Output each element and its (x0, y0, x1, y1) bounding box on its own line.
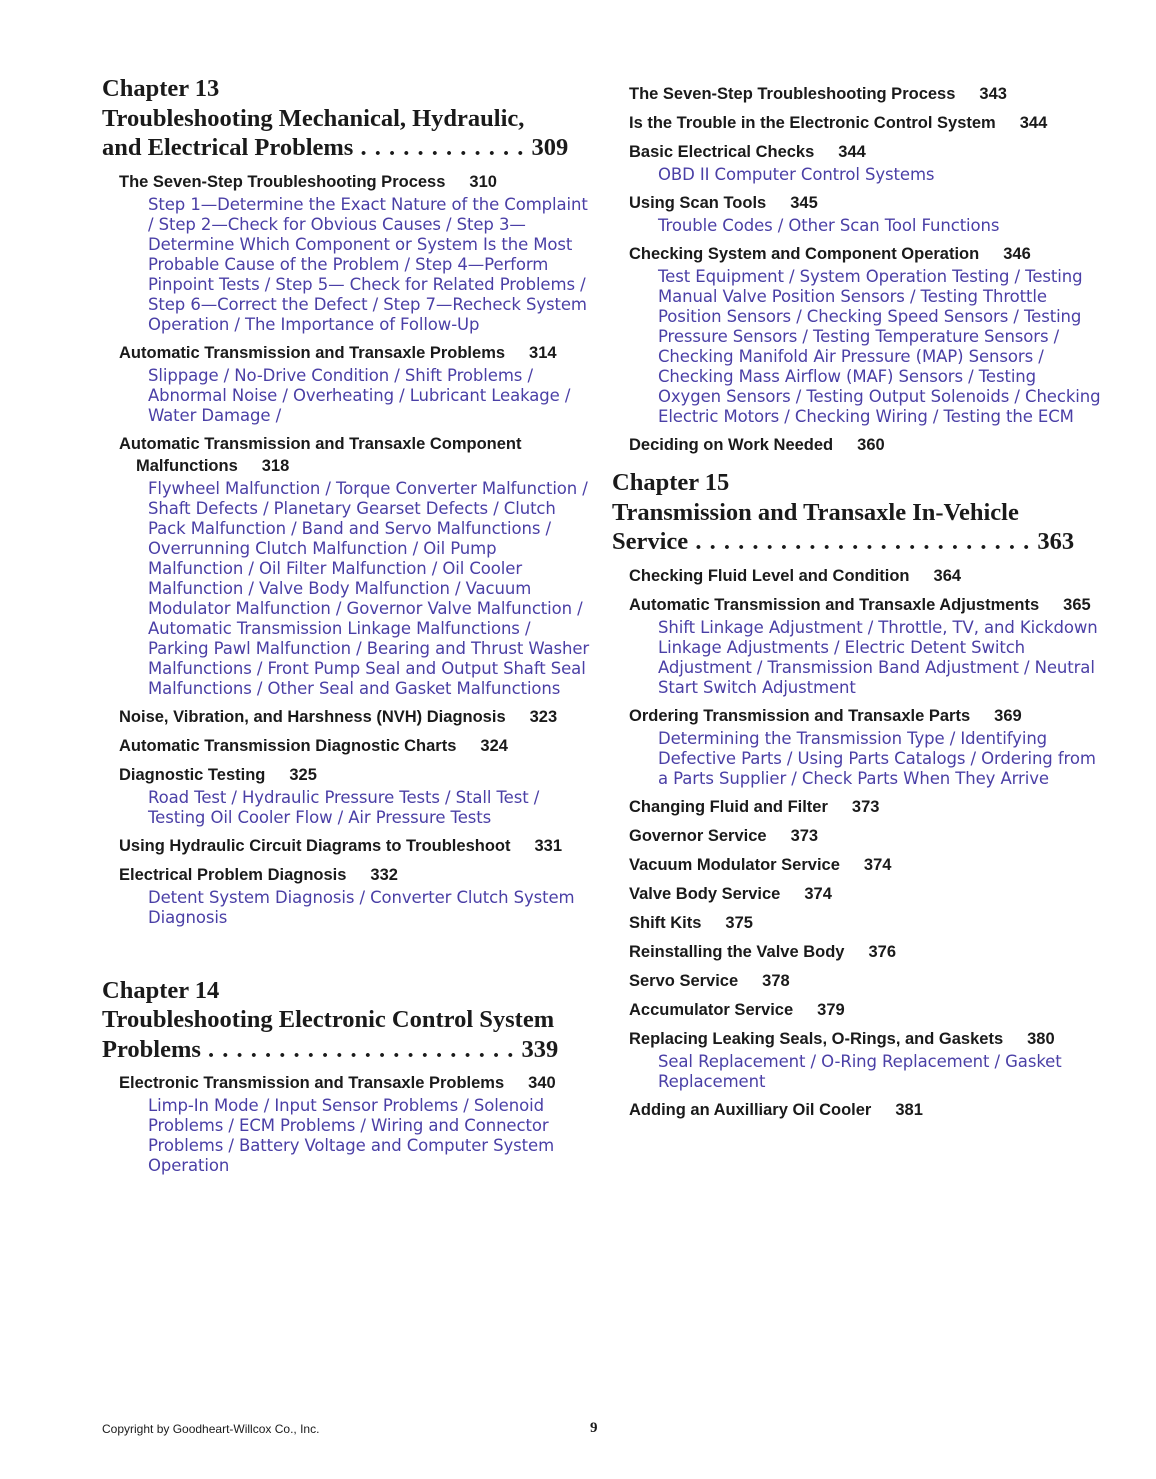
section-page-number: 373 (790, 826, 819, 845)
section-title: Vacuum Modulator Service (629, 855, 840, 874)
section-list (102, 1072, 592, 1176)
toc-section (629, 1099, 1102, 1121)
section-page-number: 340 (528, 1074, 556, 1092)
toc-section (629, 796, 1102, 818)
toc-section (629, 594, 1102, 698)
chapter-title-line: Troubleshooting Electronic Control System (102, 1006, 555, 1033)
subtopic-list[interactable]: OBD II Computer Control Systems (658, 165, 935, 184)
section-page-number: 331 (534, 836, 563, 855)
chapter-title-line: Transmission and Transaxle In-Vehicle (612, 498, 1019, 526)
section-heading[interactable] (629, 243, 1102, 265)
section-page-number: 345 (790, 194, 818, 212)
chapter-title-text: Service (612, 528, 689, 555)
section-page-number: 323 (529, 707, 558, 726)
section-list (612, 83, 1102, 456)
section-title: The Seven-Step Troubleshooting Process (119, 172, 446, 191)
section-heading[interactable] (629, 594, 1102, 616)
left-column (102, 74, 592, 1176)
section-heading[interactable] (629, 912, 1102, 934)
toc-section (629, 825, 1102, 847)
toc-section (629, 83, 1102, 105)
toc-section (629, 141, 1102, 185)
section-page-number: 360 (857, 436, 885, 454)
section-title: Reinstalling the Valve Body (629, 942, 845, 961)
section-heading[interactable] (629, 883, 1102, 905)
section-heading[interactable] (629, 434, 1102, 456)
section-heading[interactable] (629, 999, 1102, 1021)
subtopic-list[interactable]: Test Equipment / System Operation Testing / Testing Manual Valve Position Sensors / Testing Throttle Position Sensors / Checking Speed Sensors / Testing Pressure Sensors / Testing Temperature Sensors / Checking Manifold Air Pressure (MAP) Sensors / Checking Mass Airflow (MAF) Sensors / Testing Oxygen Sensors / Testing Output Solenoids / Checking Electric Motors / Checking Wiring / Testing the ECM (658, 267, 1101, 426)
section-title: Governor Service (629, 826, 767, 845)
section-title: Electronic Transmission and Transaxle Problems (119, 1074, 505, 1092)
section-title: Automatic Transmission and Transaxle Adjustments (629, 595, 1040, 614)
chapter-page-number: 309 (531, 134, 569, 161)
section-heading[interactable] (119, 433, 592, 477)
section-title: Changing Fluid and Filter (629, 797, 828, 816)
toc-section (629, 192, 1102, 236)
chapter-title-text: Problems (102, 1035, 201, 1063)
section-page-number: 344 (838, 143, 866, 161)
section-page-number: 373 (851, 797, 880, 816)
section-page-number: 364 (933, 566, 962, 585)
section-title: Valve Body Service (629, 884, 781, 903)
section-title: The Seven-Step Troubleshooting Process (629, 85, 956, 103)
section-heading[interactable] (119, 171, 592, 193)
toc-section (119, 342, 592, 426)
section-heading[interactable] (629, 1099, 1102, 1121)
section-list (102, 171, 592, 928)
section-heading[interactable] (629, 854, 1102, 876)
section-title: Automatic Transmission and Transaxle Component Malfunctions (119, 434, 522, 475)
section-title: Diagnostic Testing (119, 765, 266, 784)
toc-section (629, 999, 1102, 1021)
toc-section (629, 434, 1102, 456)
section-heading[interactable] (629, 83, 1102, 105)
chapter-page-number: 339 (521, 1035, 559, 1063)
chapter-title-line: Troubleshooting Mechanical, Hydraulic, (102, 104, 525, 132)
section-title: Ordering Transmission and Transaxle Parts (629, 706, 971, 725)
section-page-number: 375 (725, 913, 753, 932)
chapter-14 (102, 976, 592, 1065)
chapter-title-line (102, 133, 592, 163)
section-heading[interactable] (119, 764, 592, 786)
leader-dots: . . . . . . . . . . . . (353, 134, 532, 161)
toc-section (629, 565, 1102, 587)
page-number: 9 (590, 1420, 598, 1436)
section-title: Noise, Vibration, and Harshness (NVH) Diagnosis (119, 707, 506, 726)
subtopic-list[interactable]: Limp-In Mode / Input Sensor Problems / Solenoid Problems / ECM Problems / Wiring and Connector Problems / Battery Voltage and Computer System Operation (148, 1096, 555, 1175)
section-page-number: 376 (868, 942, 897, 961)
section-heading[interactable] (119, 835, 592, 857)
toc-section (629, 1028, 1102, 1092)
section-heading[interactable] (119, 342, 592, 364)
section-title: Using Scan Tools (629, 194, 767, 212)
section-heading[interactable] (629, 705, 1102, 727)
toc-section (629, 941, 1102, 963)
section-heading[interactable] (629, 1028, 1102, 1050)
toc-section (629, 854, 1102, 876)
toc-section (629, 912, 1102, 934)
section-title: Is the Trouble in the Electronic Control System (629, 114, 996, 132)
section-title: Adding an Auxilliary Oil Cooler (629, 1100, 872, 1119)
subtopic-list[interactable]: Flywheel Malfunction / Torque Converter Malfunction / Shaft Defects / Planetary Gearset Defects / Clutch Pack Malfunction / Band and Servo Malfunctions / Overrunning Clutch Malfunction / Oil Pump Malfunction / Oil Filter Malfunction / Oil Cooler Malfunction / Valve Body Malfunction / Vacuum Modulator Malfunction / Governor Valve Malfunction / Automatic Transmission Linkage Malfunctions / Parking Pawl Malfunction / Bearing and Thrust Washer Malfunctions / Front Pump Seal and Output Shaft Seal Malfunctions / Other Seal and Gasket Malfunctions (148, 478, 590, 698)
section-page-number: 318 (261, 456, 290, 475)
chapter-13 (102, 74, 592, 163)
section-heading[interactable] (119, 1072, 592, 1094)
section-page-number: 310 (469, 172, 497, 191)
subtopic-list[interactable]: Detent System Diagnosis / Converter Clutch System Diagnosis (148, 887, 575, 927)
toc-section (629, 243, 1102, 427)
section-page-number: 378 (762, 971, 790, 990)
section-page-number: 325 (289, 765, 317, 784)
section-page-number: 381 (895, 1100, 923, 1119)
section-title: Basic Electrical Checks (629, 143, 815, 161)
section-page-number: 365 (1063, 595, 1091, 614)
chapter-label: Chapter 15 (612, 469, 730, 496)
toc-section (119, 706, 592, 728)
section-title: Automatic Transmission Diagnostic Charts (119, 736, 457, 755)
chapter-title-text: and Electrical Problems (102, 134, 354, 161)
subtopic-list[interactable]: Seal Replacement / O-Ring Replacement / Gasket Replacement (658, 1051, 1062, 1091)
chapter-title-line (612, 527, 1102, 557)
section-title: Deciding on Work Needed (629, 436, 834, 454)
chapter-page-number: 363 (1037, 528, 1075, 555)
toc-section (119, 1072, 592, 1176)
toc-section (629, 970, 1102, 992)
section-page-number: 344 (1019, 114, 1048, 132)
section-page-number: 332 (370, 865, 398, 884)
section-heading[interactable] (119, 706, 592, 728)
section-title: Using Hydraulic Circuit Diagrams to Troubleshoot (119, 836, 511, 855)
chapter-label: Chapter 13 (102, 75, 220, 102)
toc-section (119, 433, 592, 699)
section-title: Checking Fluid Level and Condition (629, 566, 910, 585)
section-title: Replacing Leaking Seals, O-Rings, and Gaskets (629, 1029, 1004, 1048)
section-page-number: 369 (994, 706, 1022, 725)
toc-section (119, 171, 592, 335)
section-heading[interactable] (629, 941, 1102, 963)
section-page-number: 343 (979, 85, 1007, 103)
section-heading[interactable] (629, 565, 1102, 587)
section-list (612, 565, 1102, 1121)
section-page-number: 374 (804, 884, 832, 903)
section-heading[interactable] (629, 796, 1102, 818)
section-page-number: 314 (529, 343, 557, 362)
chapter-15 (612, 468, 1102, 557)
subtopic-list[interactable]: Trouble Codes / Other Scan Tool Functions (658, 216, 1000, 235)
toc-section (119, 835, 592, 857)
section-title: Electrical Problem Diagnosis (119, 865, 347, 884)
section-heading[interactable] (629, 192, 1102, 214)
subtopic-list[interactable]: Step 1—Determine the Exact Nature of the Complaint / Step 2—Check for Obvious Causes / Step 3—Determine Which Component or System Is the Most Probable Cause of the Problem / Step 4—Perform Pinpoint Tests / Step 5— Check for Related Problems / Step 6—Correct the Defect / Step 7—Recheck System Operation / The Importance of Follow-Up (148, 194, 588, 334)
section-heading[interactable] (629, 112, 1102, 134)
leader-dots: . . . . . . . . . . . . . . . . . . . . . . (200, 1035, 522, 1063)
section-heading[interactable] (119, 864, 592, 886)
copyright-notice: Copyright by Goodheart-Willcox Co., Inc. (102, 1422, 320, 1436)
toc-section (629, 705, 1102, 789)
toc-section (629, 112, 1102, 134)
section-page-number: 380 (1027, 1029, 1055, 1048)
toc-section (119, 735, 592, 757)
section-page-number: 324 (480, 736, 508, 755)
toc-section (629, 883, 1102, 905)
toc-section (119, 764, 592, 828)
subtopic-list[interactable]: Shift Linkage Adjustment / Throttle, TV, and Kickdown Linkage Adjustments / Electric Detent Switch Adjustment / Transmission Band Adjustment / Neutral Start Switch Adjustment (658, 617, 1098, 697)
section-title: Accumulator Service (629, 1000, 794, 1019)
section-page-number: 374 (863, 855, 892, 874)
leader-dots: . . . . . . . . . . . . . . . . . . . . . . . . (688, 528, 1038, 555)
subtopic-list[interactable]: Road Test / Hydraulic Pressure Tests / Stall Test / Testing Oil Cooler Flow / Air Pressure Tests (148, 787, 540, 827)
chapter-title-line (102, 1035, 592, 1065)
section-heading[interactable] (629, 970, 1102, 992)
toc-section (119, 864, 592, 928)
subtopic-list[interactable]: Determining the Transmission Type / Identifying Defective Parts / Using Parts Catalogs / Ordering from a Parts Supplier / Check Parts When They Arrive (658, 728, 1096, 788)
section-title: Automatic Transmission and Transaxle Problems (119, 343, 506, 362)
section-heading[interactable] (119, 735, 592, 757)
section-title: Servo Service (629, 971, 739, 990)
subtopic-list[interactable]: Slippage / No-Drive Condition / Shift Problems / Abnormal Noise / Overheating / Lubricant Leakage / Water Damage / (148, 365, 571, 425)
section-title: Shift Kits (629, 913, 702, 932)
section-heading[interactable] (629, 141, 1102, 163)
right-column (612, 76, 1102, 1121)
section-heading[interactable] (629, 825, 1102, 847)
chapter-label: Chapter 14 (102, 976, 220, 1004)
section-page-number: 379 (817, 1000, 845, 1019)
section-title: Checking System and Component Operation (629, 245, 980, 263)
section-page-number: 346 (1003, 245, 1031, 263)
